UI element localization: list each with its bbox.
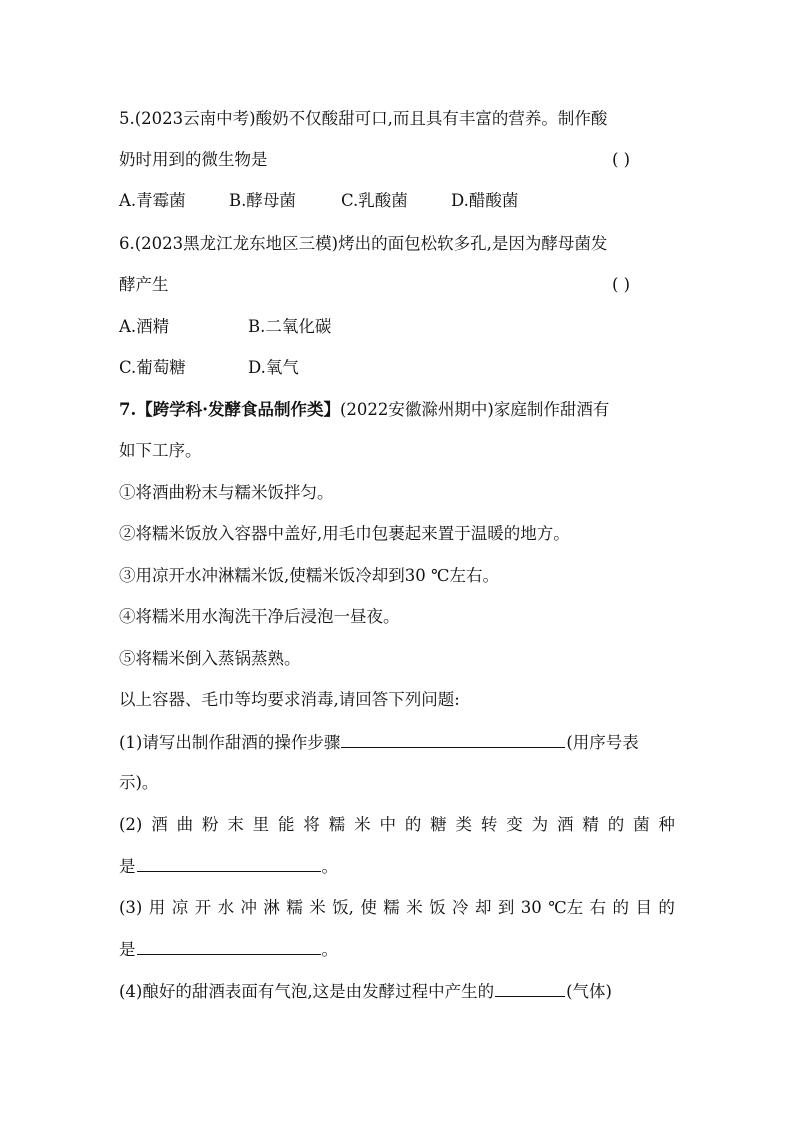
q7-step-5: ⑤将糯米倒入蒸锅蒸熟。 bbox=[119, 649, 301, 668]
q7-sub2-segment: 酒 bbox=[151, 815, 168, 834]
q7-sub3-segment: 到 bbox=[497, 898, 515, 917]
q7-sub2-segment: 里 bbox=[252, 815, 270, 834]
q7-sub3-segment: 糯 bbox=[286, 898, 303, 917]
q7-tag: 【跨学科·发酵食品制作类】 bbox=[136, 400, 340, 419]
q7-stem-line2: 如下工序。 bbox=[119, 441, 202, 460]
q7-sub4-text: (4)酿好的甜酒表面有气泡,这是由发酵过程中产生的 bbox=[119, 982, 495, 1001]
q7-sub2-segment: 的 bbox=[404, 815, 422, 834]
q7-sub3-segment: 使 bbox=[360, 898, 377, 917]
q5-option-d[interactable]: D.醋酸菌 bbox=[451, 191, 519, 210]
q7-sub3-segment: 饭, bbox=[332, 898, 354, 917]
q7-sub3-segment: 右 bbox=[589, 898, 607, 917]
q7-sub2-segment: (2) bbox=[119, 815, 143, 834]
q7-sub4-answer-blank[interactable] bbox=[495, 979, 565, 997]
q7-sub3-segment: 冲 bbox=[240, 898, 257, 917]
q7-sub3-segment: (3) bbox=[119, 898, 143, 917]
q7-step-1: ①将酒曲粉末与糯米饭拌匀。 bbox=[119, 483, 334, 502]
q7-sub3-text: 是 bbox=[119, 940, 136, 959]
q5-option-c[interactable]: C.乳酸菌 bbox=[341, 191, 408, 210]
q6-answer-bracket[interactable]: ( ) bbox=[612, 275, 631, 294]
q7-sub2-text: 是 bbox=[119, 857, 136, 876]
q7-sub2-segment: 将 bbox=[303, 815, 320, 834]
q7-step-4: ④将糯米用水淘洗干净后浸泡一昼夜。 bbox=[119, 607, 400, 626]
q7-sub2-segment: 粉 bbox=[201, 815, 219, 834]
q6-option-d[interactable]: D.氧气 bbox=[248, 358, 299, 377]
q7-sub3-segment: 糯 bbox=[383, 898, 400, 917]
q7-sub2-segment: 中 bbox=[379, 815, 396, 834]
q7-sub2-segment: 转 bbox=[480, 815, 498, 834]
q7-sub2-segment: 类 bbox=[455, 815, 473, 834]
q7-sub2-line1 bbox=[119, 813, 675, 837]
q7-sub3-segment: 饭 bbox=[429, 898, 446, 917]
q6-option-b[interactable]: B.二氧化碳 bbox=[248, 317, 332, 336]
q7-sub2-segment: 变 bbox=[506, 815, 523, 834]
q7-sub1-line2: 示)。 bbox=[119, 773, 159, 792]
q5-option-a[interactable]: A.青霉菌 bbox=[119, 191, 186, 210]
q7-sub3-segment: 米 bbox=[309, 898, 326, 917]
q7-step-2: ②将糯米饭放入容器中盖好,用毛巾包裹起来置于温暖的地方。 bbox=[119, 524, 570, 543]
q7-sub3-segment: 开 bbox=[194, 898, 212, 917]
q6-stem-line1: 6.(2023黑龙江龙东地区三模)烤出的面包松软多孔,是因为酵母菌发 bbox=[119, 234, 608, 253]
q7-sub2-segment: 种 bbox=[658, 815, 675, 834]
q7-sub3-line1 bbox=[119, 896, 675, 920]
q7-sub3-segment: 30 bbox=[520, 898, 542, 917]
q7-sub3-segment: 的 bbox=[658, 898, 675, 917]
q5-option-b[interactable]: B.酵母菌 bbox=[229, 191, 296, 210]
q7-sub2-segment: 糯 bbox=[328, 815, 346, 834]
q5-stem-line1: 5.(2023云南中考)酸奶不仅酸甜可口,而且具有丰富的营养。制作酸 bbox=[119, 109, 608, 128]
q7-step-3: ③用凉开水冲淋糯米饭,使糯米饭冷却到30 ℃左右。 bbox=[119, 566, 499, 585]
q6-stem-text: 酵产生 bbox=[119, 275, 169, 294]
q7-sub2-segment: 菌 bbox=[633, 815, 650, 834]
q7-sub2-segment: 为 bbox=[531, 815, 549, 834]
q7-sub1-text: (1)请写出制作甜酒的操作步骤 bbox=[119, 733, 341, 752]
q7-sub2-line2 bbox=[119, 854, 679, 879]
q7-sub3-end: 。 bbox=[321, 940, 338, 959]
q7-sub3-segment: ℃左 bbox=[548, 898, 584, 917]
q7-sub4-line1 bbox=[119, 979, 679, 1004]
q5-stem-line2 bbox=[119, 148, 679, 172]
q7-sub3-answer-blank[interactable] bbox=[137, 937, 321, 955]
q7-sub2-segment: 精 bbox=[582, 815, 599, 834]
q6-option-a[interactable]: A.酒精 bbox=[119, 317, 170, 336]
q7-sub3-segment: 目 bbox=[635, 898, 652, 917]
q7-sub3-segment: 冷 bbox=[452, 898, 469, 917]
q7-sub1-line1 bbox=[119, 730, 679, 755]
q7-sub3-segment: 淋 bbox=[263, 898, 280, 917]
q7-sub3-segment: 米 bbox=[406, 898, 423, 917]
q7-sub3-segment: 的 bbox=[612, 898, 630, 917]
q7-sub3-segment: 却 bbox=[474, 898, 492, 917]
q7-sub2-segment: 能 bbox=[278, 815, 295, 834]
q7-sub2-end: 。 bbox=[321, 857, 338, 876]
q7-sub3-line2 bbox=[119, 937, 679, 962]
q7-sub2-segment: 糖 bbox=[430, 815, 447, 834]
q7-sub1-answer-blank[interactable] bbox=[341, 730, 565, 748]
q7-sub1-text-end: (用序号表 bbox=[566, 733, 639, 752]
q7-sub2-answer-blank[interactable] bbox=[137, 854, 321, 872]
q5-answer-bracket[interactable]: ( ) bbox=[612, 150, 631, 169]
q7-stem-line1 bbox=[119, 398, 679, 422]
q7-note: 以上容器、毛巾等均要求消毒,请回答下列问题: bbox=[119, 690, 460, 709]
q7-sub3-segment: 水 bbox=[217, 898, 235, 917]
q6-option-c[interactable]: C.葡萄糖 bbox=[119, 358, 186, 377]
q6-stem-line2 bbox=[119, 273, 679, 297]
q7-sub3-segment: 凉 bbox=[171, 898, 189, 917]
q7-sub2-segment: 末 bbox=[227, 815, 244, 834]
q7-sub3-segment: 用 bbox=[148, 898, 166, 917]
q7-number: 7. bbox=[119, 400, 137, 419]
q7-sub2-segment: 米 bbox=[354, 815, 371, 834]
q7-sub2-segment: 曲 bbox=[176, 815, 194, 834]
q5-stem-text: 奶时用到的微生物是 bbox=[119, 150, 268, 169]
q7-sub2-segment: 酒 bbox=[556, 815, 574, 834]
q7-sub4-text-end: (气体) bbox=[566, 982, 612, 1001]
q7-source: (2022安徽滁州期中)家庭制作甜酒有 bbox=[339, 400, 610, 419]
q7-sub2-segment: 的 bbox=[607, 815, 625, 834]
